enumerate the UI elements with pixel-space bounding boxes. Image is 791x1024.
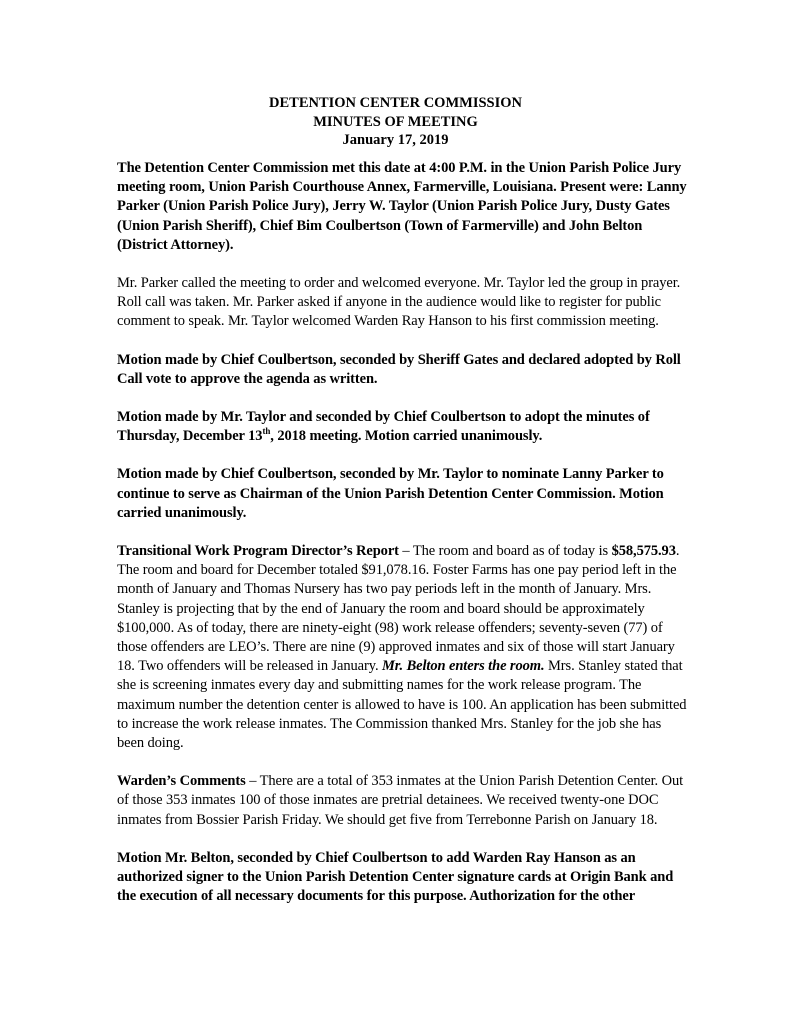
belton-enters-note: Mr. Belton enters the room. bbox=[382, 658, 545, 675]
paragraph-warden-comments bbox=[117, 772, 691, 830]
paragraph-motion-minutes bbox=[117, 408, 691, 446]
motion-minutes-text-end: , 2018 meeting. Motion carried unanimously. bbox=[270, 428, 543, 445]
document-header bbox=[0, 94, 791, 150]
meeting-date: January 17, 2019 bbox=[342, 132, 449, 148]
paragraph-work-program-report bbox=[117, 542, 691, 753]
ordinal-suffix: th bbox=[262, 426, 271, 437]
work-program-report-heading: Transitional Work Program Director’s Report bbox=[117, 543, 399, 560]
document-body bbox=[117, 159, 691, 926]
warden-comments-heading: Warden’s Comments bbox=[117, 773, 246, 790]
paragraph-call-to-order: Mr. Parker called the meeting to order and welcomed everyone. Mr. Taylor led the group in prayer. Roll call was taken. Mr. Parker asked if anyone in the audience would like to register for public comment to speak. Mr. Taylor welcomed Warden Ray Hanson to his first commission meeting. bbox=[117, 275, 681, 330]
minutes-title: MINUTES OF MEETING bbox=[313, 113, 478, 130]
paragraph-motion-agenda: Motion made by Chief Coulbertson, seconded by Sheriff Gates and declared adopted by Roll Call vote to approve the agenda as written. bbox=[117, 351, 681, 387]
work-program-text-1: – The room and board as of today is bbox=[398, 543, 612, 560]
paragraph-attendance: The Detention Center Commission met this date at 4:00 P.M. in the Union Parish Police Jury meeting room, Union Parish Courthouse Annex, Farmerville, Louisiana. Present were: Lanny Parker (Union Parish Police Jury), Jerry W. Taylor (Union Parish Police Jury, Dusty Gates (Union Parish Sheriff), Chief Bim Coulbertson (Town of Farmerville) and John Belton (District Attorney). bbox=[117, 160, 687, 253]
commission-title: DETENTION CENTER COMMISSION bbox=[269, 95, 522, 111]
room-and-board-amount: $58,575.93 bbox=[611, 543, 676, 560]
work-program-text-3: Mrs. Stanley stated that she is screening inmates every day and submitting names for the work release program. The maximum number the detention center is allowed to have is 100. An application has been submitted to increase the work release inmates. The Commission thanked Mrs. Stanley for the job she has been doing. bbox=[117, 658, 687, 752]
paragraph-motion-chairman: Motion made by Chief Coulbertson, seconded by Mr. Taylor to nominate Lanny Parker to continue to serve as Chairman of the Union Parish Detention Center Commission. Motion carried unanimously. bbox=[117, 466, 664, 521]
motion-minutes-text: Motion made by Mr. Taylor and seconded by Chief Coulbertson to adopt the minutes of Thursday, December 13 bbox=[117, 409, 650, 445]
work-program-text-2: . The room and board for December totaled $91,078.16. Foster Farms has one pay period left in the month of January and Thomas Nursery has two pay periods left in the month of January. Mrs. Stanley is projecting that by the end of January the room and board should be approximately $100,000. As of today, there are ninety-eight (98) work release offenders; seventy-seven (77) of those offenders are LEO’s. There are nine (9) approved inmates and six of those will start January 18. Two offenders will be released in January. bbox=[117, 543, 680, 675]
paragraph-motion-signer: Motion Mr. Belton, seconded by Chief Coulbertson to add Warden Ray Hanson as an authorized signer to the Union Parish Detention Center signature cards at Origin Bank and the execution of all necessary documents for this purpose. Authorization for the other bbox=[117, 849, 674, 905]
warden-comments-text: – There are a total of 353 inmates at the Union Parish Detention Center. Out of those 353 inmates 100 of those inmates are pretrial detainees. We received twenty-one DOC inmates from Bossier Parish Friday. We should get five from Terrebonne Parish on January 18. bbox=[117, 773, 684, 828]
